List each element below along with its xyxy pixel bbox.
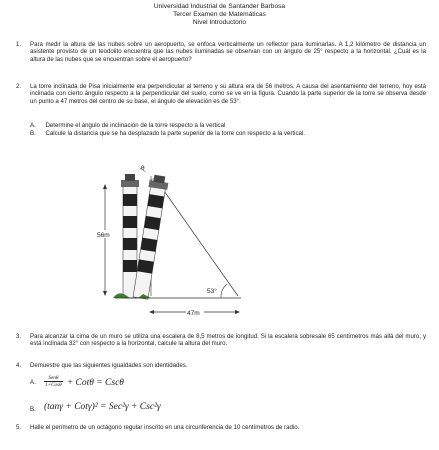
exam-title: Tercer Examen de Matemáticas: [173, 11, 266, 18]
question-4-text: Demuestre que las siguientes igualdades son identidades.: [30, 362, 188, 369]
question-1-number: 1.: [16, 41, 22, 48]
angle-arc: [221, 284, 227, 298]
question-5: [16, 424, 426, 431]
identity-b-formula: (tanγ + Cotγ)² = Sec²γ + Csc²γ: [44, 402, 161, 412]
height-arrow-top: [103, 184, 107, 189]
question-2a: [30, 122, 225, 129]
distance-label: 47m: [187, 310, 200, 317]
identity-a-formula: [44, 372, 124, 390]
line-of-sight: [155, 178, 238, 296]
height-arrow-bottom: [103, 291, 107, 296]
identity-a-denominator: 1+Cosθ: [45, 381, 62, 388]
question-4-number: 4.: [16, 362, 22, 369]
question-4: [16, 362, 426, 369]
angle-label: 53°: [207, 288, 217, 295]
distance-arrow-right: [235, 310, 240, 314]
question-2b-label: B.: [30, 130, 36, 137]
question-5-number: 5.: [16, 424, 22, 431]
height-label: 56m: [97, 232, 110, 239]
identity-a-rest: + Cotθ = Cscθ: [66, 378, 124, 388]
question-2a-text: Determine el ángulo de inclinación de la torre respecto a la vertical: [45, 122, 226, 129]
exam-level: Nivel Introductorio: [192, 19, 247, 26]
university-name: Universidad Industrial de Santander Barbosa: [153, 3, 286, 10]
question-5-text: Halle el perímetro de un octágono regular inscrito en una circunferencia de 10 centímetros de radio.: [30, 424, 300, 431]
question-2-number: 2.: [16, 83, 22, 90]
exam-header: [0, 3, 439, 27]
identity-b-label: B.: [30, 406, 36, 413]
theta-label: θ: [141, 165, 145, 172]
question-3-number: 3.: [16, 333, 22, 340]
question-1: [16, 41, 426, 63]
question-3: [16, 333, 426, 348]
question-2a-label: A.: [30, 122, 36, 129]
distance-arrow-left: [149, 310, 154, 314]
question-2-text: La torre inclinada de Pisa inicialmente era perpendicular al terreno y su altura era de 56 metros. A causa del asentamiento del terreno, hoy está inclinada con cierto ángulo respecto a la perpendicular del suelo, como se ve en la figura. Cuando la parte superior de la torre se observa desde un punto a 47 metros del centro de su base, el ángulo de elevación es de 53°.: [30, 83, 426, 105]
identity-a-label: A.: [30, 379, 36, 386]
question-2b: [30, 130, 305, 137]
question-2: [16, 83, 426, 105]
identity-a-fraction: [44, 375, 63, 388]
question-3-text: Para alcanzar la cima de un muro se utiliza una escalera de 8,5 metros de longitud. Si la escalera sobresale 65 centímetros más allá del muro, y está inclinada 32° con respecto a la horizontal, calcule la altura del muro.: [30, 333, 426, 348]
question-2b-text: Calcule la distancia que se ha desplazado la parte superior de la torre con respecto a la vertical.: [45, 130, 305, 137]
question-1-text: Para medir la altura de las nubes sobre un aeropuerto, se enfoca verticalmente un reflector para iluminarlas. A 1,2 kilómetro de distancia un asistente provisto de un teodolito encuentra que las nubes iluminadas se observan con un ángulo de 25° respecto a la horizontal. ¿Cuál es la altura de las nubes que se encuentran sobre el aeropuerto?: [30, 41, 426, 63]
identity-a-numerator: Senθ: [44, 375, 63, 382]
pisa-tower-figure: [95, 158, 245, 323]
